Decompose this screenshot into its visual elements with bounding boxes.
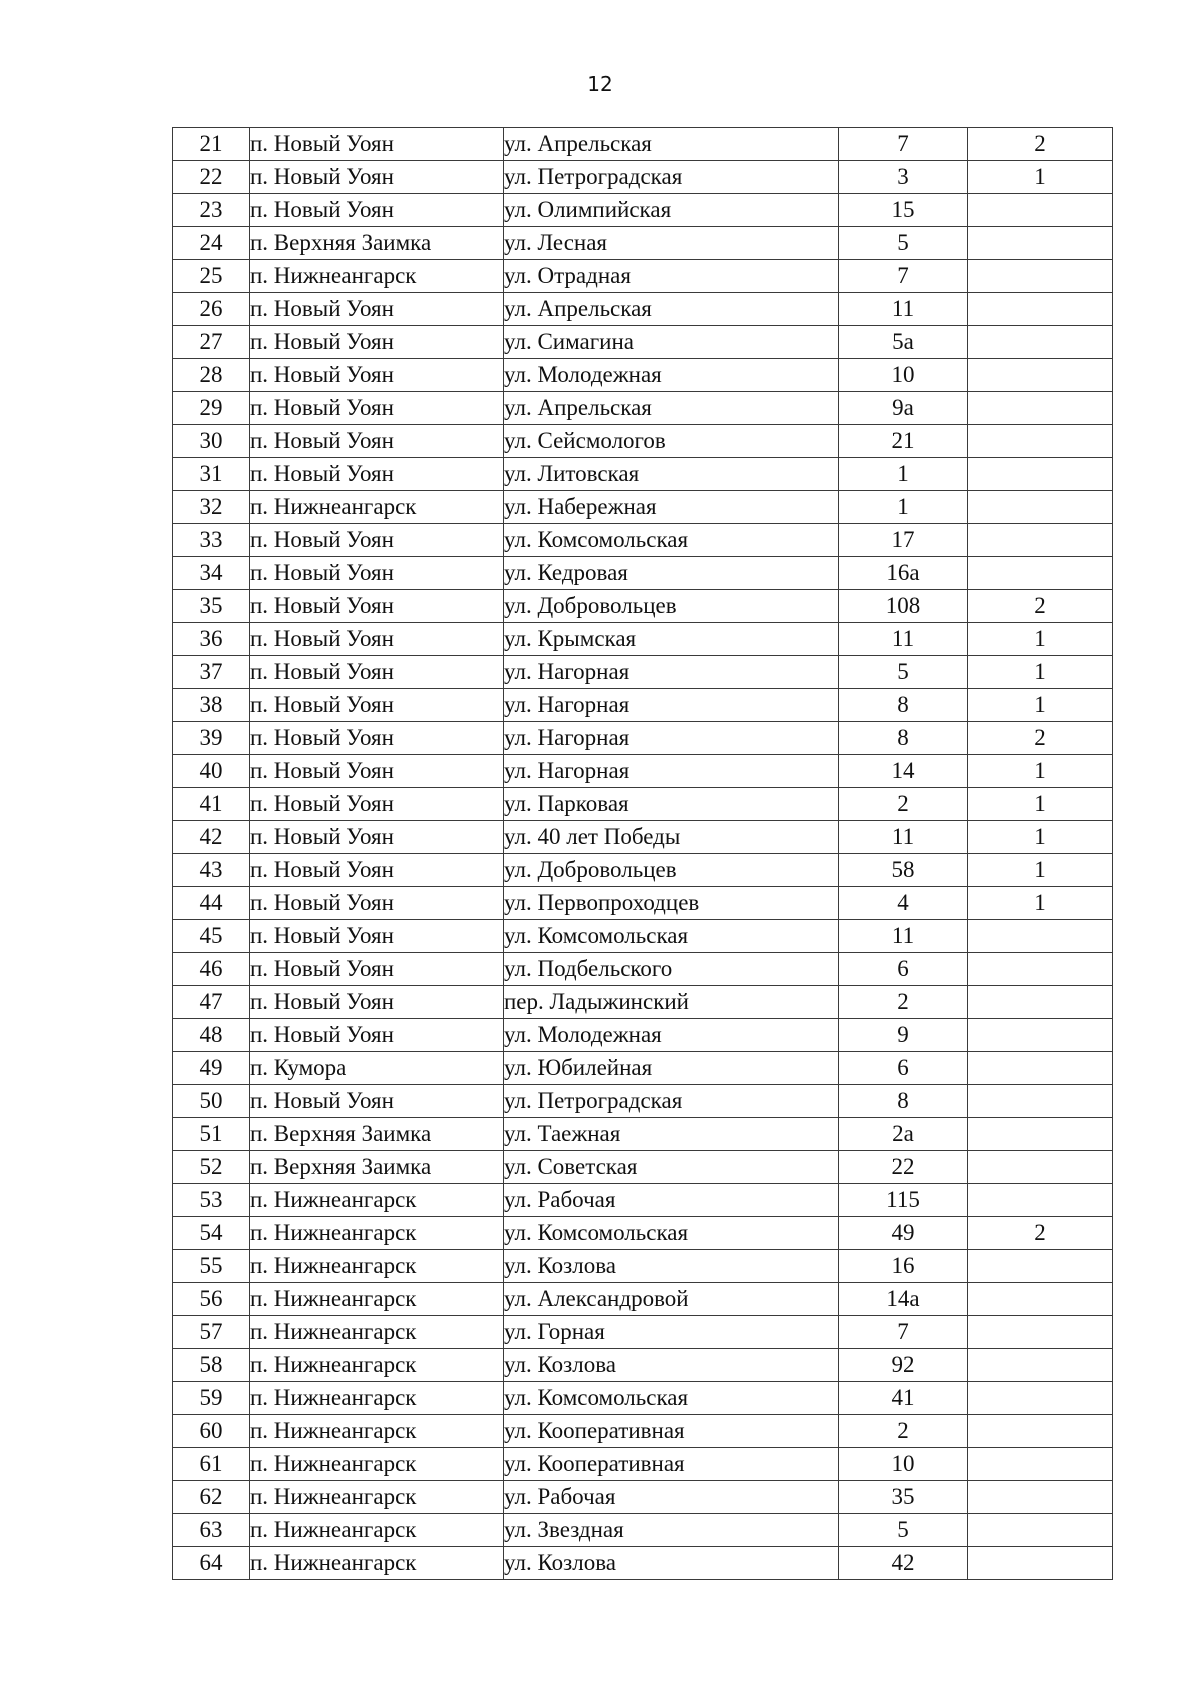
row-number-cell: 43 — [173, 854, 250, 887]
house-number-cell: 58 — [839, 854, 968, 887]
house-number-cell: 8 — [839, 722, 968, 755]
street-cell: ул. Апрельская — [504, 128, 839, 161]
count-cell — [968, 1019, 1113, 1052]
row-number-cell: 50 — [173, 1085, 250, 1118]
house-number-cell: 2 — [839, 788, 968, 821]
settlement-cell: п. Верхняя Заимка — [250, 227, 504, 260]
house-number-cell: 49 — [839, 1217, 968, 1250]
count-cell — [968, 1085, 1113, 1118]
settlement-cell: п. Новый Уоян — [250, 194, 504, 227]
settlement-cell: п. Новый Уоян — [250, 623, 504, 656]
street-cell: ул. Лесная — [504, 227, 839, 260]
row-number-cell: 31 — [173, 458, 250, 491]
house-number-cell: 14 — [839, 755, 968, 788]
row-number-cell: 62 — [173, 1481, 250, 1514]
house-number-cell: 6 — [839, 953, 968, 986]
table-row — [173, 1448, 1113, 1481]
count-cell — [968, 458, 1113, 491]
row-number-cell: 36 — [173, 623, 250, 656]
count-cell: 2 — [968, 128, 1113, 161]
house-number-cell: 35 — [839, 1481, 968, 1514]
house-number-cell: 17 — [839, 524, 968, 557]
street-cell: ул. Рабочая — [504, 1481, 839, 1514]
house-number-cell: 10 — [839, 359, 968, 392]
table-row — [173, 722, 1113, 755]
settlement-cell: п. Новый Уоян — [250, 854, 504, 887]
street-cell: пер. Ладыжинский — [504, 986, 839, 1019]
settlement-cell: п. Новый Уоян — [250, 656, 504, 689]
count-cell: 1 — [968, 656, 1113, 689]
settlement-cell: п. Нижнеангарск — [250, 1283, 504, 1316]
row-number-cell: 33 — [173, 524, 250, 557]
count-cell — [968, 1349, 1113, 1382]
count-cell: 2 — [968, 1217, 1113, 1250]
row-number-cell: 40 — [173, 755, 250, 788]
settlement-cell: п. Верхняя Заимка — [250, 1151, 504, 1184]
settlement-cell: п. Новый Уоян — [250, 1085, 504, 1118]
count-cell: 1 — [968, 689, 1113, 722]
table-row — [173, 1349, 1113, 1382]
settlement-cell: п. Нижнеангарск — [250, 1415, 504, 1448]
settlement-cell: п. Новый Уоян — [250, 755, 504, 788]
street-cell: ул. Добровольцев — [504, 854, 839, 887]
count-cell — [968, 425, 1113, 458]
count-cell — [968, 1250, 1113, 1283]
settlement-cell: п. Нижнеангарск — [250, 1184, 504, 1217]
table-row — [173, 458, 1113, 491]
street-cell: ул. Комсомольская — [504, 920, 839, 953]
house-number-cell: 21 — [839, 425, 968, 458]
settlement-cell: п. Новый Уоян — [250, 689, 504, 722]
table-row — [173, 1217, 1113, 1250]
street-cell: ул. Отрадная — [504, 260, 839, 293]
table-row — [173, 260, 1113, 293]
table-row — [173, 953, 1113, 986]
count-cell: 1 — [968, 821, 1113, 854]
row-number-cell: 48 — [173, 1019, 250, 1052]
count-cell: 1 — [968, 755, 1113, 788]
table-row — [173, 293, 1113, 326]
table-row — [173, 227, 1113, 260]
house-number-cell: 108 — [839, 590, 968, 623]
settlement-cell: п. Верхняя Заимка — [250, 1118, 504, 1151]
settlement-cell: п. Новый Уоян — [250, 524, 504, 557]
settlement-cell: п. Новый Уоян — [250, 425, 504, 458]
row-number-cell: 57 — [173, 1316, 250, 1349]
street-cell: ул. Петроградская — [504, 1085, 839, 1118]
row-number-cell: 34 — [173, 557, 250, 590]
address-table — [172, 127, 1113, 1580]
house-number-cell: 7 — [839, 1316, 968, 1349]
street-cell: ул. Олимпийская — [504, 194, 839, 227]
table-row — [173, 1184, 1113, 1217]
house-number-cell: 3 — [839, 161, 968, 194]
page-number: 12 — [587, 72, 613, 96]
table-row — [173, 1316, 1113, 1349]
settlement-cell: п. Нижнеангарск — [250, 1514, 504, 1547]
settlement-cell: п. Новый Уоян — [250, 161, 504, 194]
count-cell: 1 — [968, 788, 1113, 821]
table-row — [173, 1250, 1113, 1283]
table-row — [173, 1514, 1113, 1547]
settlement-cell: п. Новый Уоян — [250, 887, 504, 920]
table-row — [173, 1052, 1113, 1085]
street-cell: ул. Апрельская — [504, 392, 839, 425]
house-number-cell: 16а — [839, 557, 968, 590]
settlement-cell: п. Кумора — [250, 1052, 504, 1085]
street-cell: ул. 40 лет Победы — [504, 821, 839, 854]
count-cell — [968, 524, 1113, 557]
street-cell: ул. Симагина — [504, 326, 839, 359]
row-number-cell: 63 — [173, 1514, 250, 1547]
settlement-cell: п. Нижнеангарск — [250, 1547, 504, 1580]
settlement-cell: п. Новый Уоян — [250, 557, 504, 590]
table-row — [173, 128, 1113, 161]
table-row — [173, 1085, 1113, 1118]
settlement-cell: п. Новый Уоян — [250, 1019, 504, 1052]
street-cell: ул. Молодежная — [504, 359, 839, 392]
row-number-cell: 22 — [173, 161, 250, 194]
street-cell: ул. Литовская — [504, 458, 839, 491]
count-cell — [968, 1283, 1113, 1316]
street-cell: ул. Набережная — [504, 491, 839, 524]
table-row — [173, 392, 1113, 425]
street-cell: ул. Козлова — [504, 1349, 839, 1382]
count-cell — [968, 227, 1113, 260]
table-row — [173, 623, 1113, 656]
count-cell: 1 — [968, 623, 1113, 656]
count-cell — [968, 953, 1113, 986]
street-cell: ул. Комсомольская — [504, 1382, 839, 1415]
table-row — [173, 524, 1113, 557]
count-cell — [968, 1481, 1113, 1514]
count-cell — [968, 326, 1113, 359]
count-cell: 1 — [968, 854, 1113, 887]
row-number-cell: 30 — [173, 425, 250, 458]
row-number-cell: 26 — [173, 293, 250, 326]
settlement-cell: п. Нижнеангарск — [250, 491, 504, 524]
row-number-cell: 52 — [173, 1151, 250, 1184]
table-row — [173, 326, 1113, 359]
row-number-cell: 29 — [173, 392, 250, 425]
count-cell — [968, 491, 1113, 524]
house-number-cell: 11 — [839, 920, 968, 953]
row-number-cell: 47 — [173, 986, 250, 1019]
street-cell: ул. Советская — [504, 1151, 839, 1184]
count-cell — [968, 392, 1113, 425]
street-cell: ул. Юбилейная — [504, 1052, 839, 1085]
settlement-cell: п. Нижнеангарск — [250, 1481, 504, 1514]
count-cell — [968, 1052, 1113, 1085]
street-cell: ул. Кооперативная — [504, 1415, 839, 1448]
row-number-cell: 45 — [173, 920, 250, 953]
row-number-cell: 49 — [173, 1052, 250, 1085]
street-cell: ул. Крымская — [504, 623, 839, 656]
settlement-cell: п. Новый Уоян — [250, 986, 504, 1019]
house-number-cell: 92 — [839, 1349, 968, 1382]
street-cell: ул. Петроградская — [504, 161, 839, 194]
settlement-cell: п. Нижнеангарск — [250, 1349, 504, 1382]
street-cell: ул. Козлова — [504, 1547, 839, 1580]
count-cell — [968, 260, 1113, 293]
count-cell: 2 — [968, 590, 1113, 623]
row-number-cell: 37 — [173, 656, 250, 689]
house-number-cell: 5 — [839, 1514, 968, 1547]
house-number-cell: 10 — [839, 1448, 968, 1481]
settlement-cell: п. Новый Уоян — [250, 920, 504, 953]
street-cell: ул. Первопроходцев — [504, 887, 839, 920]
street-cell: ул. Апрельская — [504, 293, 839, 326]
row-number-cell: 24 — [173, 227, 250, 260]
street-cell: ул. Нагорная — [504, 656, 839, 689]
count-cell: 2 — [968, 722, 1113, 755]
settlement-cell: п. Новый Уоян — [250, 722, 504, 755]
row-number-cell: 28 — [173, 359, 250, 392]
settlement-cell: п. Нижнеангарск — [250, 1448, 504, 1481]
house-number-cell: 2 — [839, 986, 968, 1019]
row-number-cell: 59 — [173, 1382, 250, 1415]
table-row — [173, 656, 1113, 689]
table-row — [173, 161, 1113, 194]
house-number-cell: 4 — [839, 887, 968, 920]
count-cell — [968, 1118, 1113, 1151]
house-number-cell: 7 — [839, 260, 968, 293]
house-number-cell: 22 — [839, 1151, 968, 1184]
row-number-cell: 21 — [173, 128, 250, 161]
street-cell: ул. Рабочая — [504, 1184, 839, 1217]
street-cell: ул. Комсомольская — [504, 524, 839, 557]
table-row — [173, 1118, 1113, 1151]
house-number-cell: 5 — [839, 227, 968, 260]
row-number-cell: 35 — [173, 590, 250, 623]
row-number-cell: 58 — [173, 1349, 250, 1382]
street-cell: ул. Парковая — [504, 788, 839, 821]
count-cell — [968, 920, 1113, 953]
row-number-cell: 23 — [173, 194, 250, 227]
count-cell — [968, 1316, 1113, 1349]
count-cell — [968, 359, 1113, 392]
count-cell — [968, 1547, 1113, 1580]
street-cell: ул. Горная — [504, 1316, 839, 1349]
settlement-cell: п. Новый Уоян — [250, 788, 504, 821]
table-row — [173, 1547, 1113, 1580]
house-number-cell: 2а — [839, 1118, 968, 1151]
house-number-cell: 6 — [839, 1052, 968, 1085]
settlement-cell: п. Новый Уоян — [250, 293, 504, 326]
street-cell: ул. Козлова — [504, 1250, 839, 1283]
table-row — [173, 821, 1113, 854]
row-number-cell: 38 — [173, 689, 250, 722]
count-cell — [968, 1415, 1113, 1448]
count-cell: 1 — [968, 887, 1113, 920]
table-row — [173, 1151, 1113, 1184]
row-number-cell: 27 — [173, 326, 250, 359]
count-cell — [968, 1151, 1113, 1184]
count-cell: 1 — [968, 161, 1113, 194]
settlement-cell: п. Новый Уоян — [250, 326, 504, 359]
table-row — [173, 1382, 1113, 1415]
street-cell: ул. Нагорная — [504, 689, 839, 722]
house-number-cell: 16 — [839, 1250, 968, 1283]
row-number-cell: 39 — [173, 722, 250, 755]
house-number-cell: 115 — [839, 1184, 968, 1217]
settlement-cell: п. Нижнеангарск — [250, 1316, 504, 1349]
count-cell — [968, 1382, 1113, 1415]
table-row — [173, 491, 1113, 524]
house-number-cell: 8 — [839, 1085, 968, 1118]
count-cell — [968, 557, 1113, 590]
house-number-cell: 7 — [839, 128, 968, 161]
house-number-cell: 9а — [839, 392, 968, 425]
street-cell: ул. Молодежная — [504, 1019, 839, 1052]
row-number-cell: 54 — [173, 1217, 250, 1250]
row-number-cell: 61 — [173, 1448, 250, 1481]
table-row — [173, 194, 1113, 227]
street-cell: ул. Александровой — [504, 1283, 839, 1316]
table-row — [173, 920, 1113, 953]
settlement-cell: п. Новый Уоян — [250, 821, 504, 854]
house-number-cell: 2 — [839, 1415, 968, 1448]
settlement-cell: п. Новый Уоян — [250, 953, 504, 986]
street-cell: ул. Нагорная — [504, 755, 839, 788]
settlement-cell: п. Новый Уоян — [250, 458, 504, 491]
row-number-cell: 44 — [173, 887, 250, 920]
row-number-cell: 64 — [173, 1547, 250, 1580]
row-number-cell: 41 — [173, 788, 250, 821]
row-number-cell: 42 — [173, 821, 250, 854]
table-row — [173, 1415, 1113, 1448]
house-number-cell: 11 — [839, 293, 968, 326]
settlement-cell: п. Нижнеангарск — [250, 1382, 504, 1415]
street-cell: ул. Таежная — [504, 1118, 839, 1151]
count-cell — [968, 1184, 1113, 1217]
table-row — [173, 689, 1113, 722]
table-row — [173, 425, 1113, 458]
street-cell: ул. Добровольцев — [504, 590, 839, 623]
settlement-cell: п. Нижнеангарск — [250, 260, 504, 293]
settlement-cell: п. Новый Уоян — [250, 590, 504, 623]
house-number-cell: 11 — [839, 623, 968, 656]
house-number-cell: 42 — [839, 1547, 968, 1580]
house-number-cell: 1 — [839, 491, 968, 524]
house-number-cell: 1 — [839, 458, 968, 491]
row-number-cell: 25 — [173, 260, 250, 293]
table-row — [173, 854, 1113, 887]
table-row — [173, 1019, 1113, 1052]
house-number-cell: 5а — [839, 326, 968, 359]
row-number-cell: 56 — [173, 1283, 250, 1316]
count-cell — [968, 1514, 1113, 1547]
street-cell: ул. Кооперативная — [504, 1448, 839, 1481]
settlement-cell: п. Новый Уоян — [250, 359, 504, 392]
house-number-cell: 15 — [839, 194, 968, 227]
table-row — [173, 590, 1113, 623]
house-number-cell: 5 — [839, 656, 968, 689]
table-row — [173, 986, 1113, 1019]
row-number-cell: 51 — [173, 1118, 250, 1151]
house-number-cell: 11 — [839, 821, 968, 854]
table-row — [173, 887, 1113, 920]
table-row — [173, 1283, 1113, 1316]
count-cell — [968, 1448, 1113, 1481]
row-number-cell: 55 — [173, 1250, 250, 1283]
row-number-cell: 46 — [173, 953, 250, 986]
street-cell: ул. Комсомольская — [504, 1217, 839, 1250]
count-cell — [968, 194, 1113, 227]
street-cell: ул. Нагорная — [504, 722, 839, 755]
table-row — [173, 359, 1113, 392]
row-number-cell: 60 — [173, 1415, 250, 1448]
table-row — [173, 1481, 1113, 1514]
table-row — [173, 788, 1113, 821]
settlement-cell: п. Нижнеангарск — [250, 1250, 504, 1283]
street-cell: ул. Подбельского — [504, 953, 839, 986]
house-number-cell: 41 — [839, 1382, 968, 1415]
address-table-body — [173, 128, 1113, 1580]
count-cell — [968, 293, 1113, 326]
row-number-cell: 32 — [173, 491, 250, 524]
street-cell: ул. Кедровая — [504, 557, 839, 590]
house-number-cell: 14а — [839, 1283, 968, 1316]
street-cell: ул. Сейсмологов — [504, 425, 839, 458]
row-number-cell: 53 — [173, 1184, 250, 1217]
house-number-cell: 9 — [839, 1019, 968, 1052]
count-cell — [968, 986, 1113, 1019]
settlement-cell: п. Новый Уоян — [250, 392, 504, 425]
settlement-cell: п. Нижнеангарск — [250, 1217, 504, 1250]
street-cell: ул. Звездная — [504, 1514, 839, 1547]
settlement-cell: п. Новый Уоян — [250, 128, 504, 161]
house-number-cell: 8 — [839, 689, 968, 722]
table-row — [173, 755, 1113, 788]
table-row — [173, 557, 1113, 590]
